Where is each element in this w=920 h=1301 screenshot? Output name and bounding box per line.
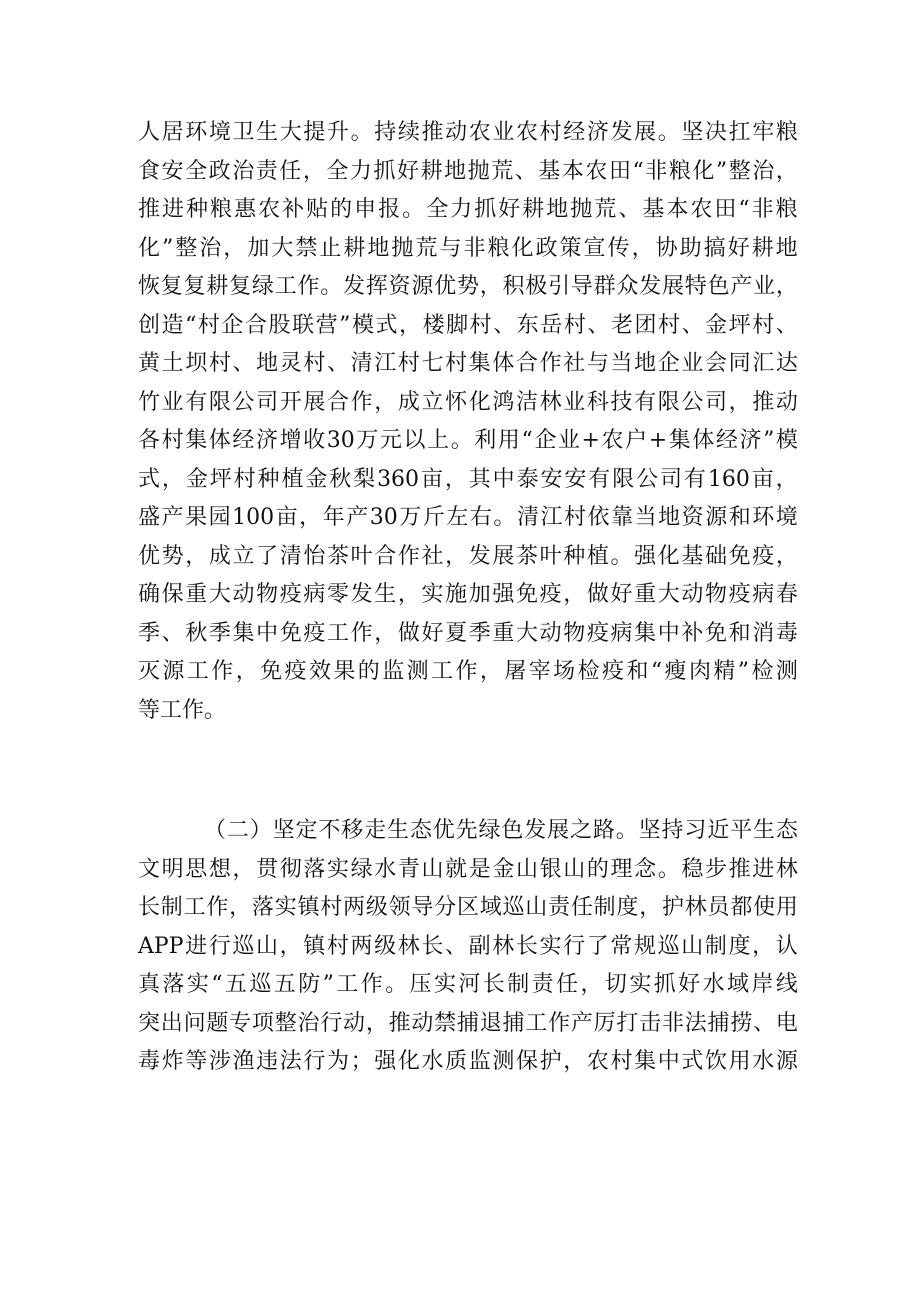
text-line: 季 、 秋 季 集 中 免 疫 工 作 ， 做 好 夏 季 重 大 动 物 疫 病 集 中 补 免 和 消 毒 xyxy=(138,620,798,646)
text-line: 恢 复 复 耕 复 绿 工 作 。 发 挥 资 源 优 势 ， 积 极 引 导 群 众 发 展 特 色 产 业 ， xyxy=(138,274,798,299)
text-line: 创 造 “ 村 企 合 股 联 营 ” 模 式 ， 楼 脚 村 、 东 岳 村 、 老 团 村 、 金 坪 村 、 xyxy=(138,312,798,338)
text-line: 盛 产 果 园 100 亩 ， 年 产 30 万 斤 左 右 。 清 江 村 依 靠 当 地 资 源 和 环 境 xyxy=(138,505,798,530)
text-line: 等 工 作 。 xyxy=(138,697,227,723)
text-line: 灭 源 工 作 ， 免 疫 效 果 的 监 测 工 作 ， 屠 宰 场 检 疫 和 “ 瘦 肉 精 ” 检 测 xyxy=(138,659,798,684)
text-line: 确 保 重 大 动 物 疫 病 零 发 生 ， 实 施 加 强 免 疫 ， 做 好 重 大 动 物 疫 病 春 xyxy=(138,582,798,607)
text-line: 毒 炸 等 涉 渔 违 法 行 为 ； 强 化 水 质 监 测 保 护 ， 农 村 集 中 式 饮 用 水 源 xyxy=(138,1049,798,1074)
text-line: 式 ， 金 坪 村 种 植 金 秋 梨 360 亩 ， 其 中 泰 安 安 有 限 公 司 有 160 亩 ， xyxy=(138,466,798,492)
paragraph-ecology xyxy=(138,812,798,1082)
text-line: 人 居 环 境 卫 生 大 提 升 。 持 续 推 动 农 业 农 村 经 济 发 展 。 坚 决 扛 牢 粮 xyxy=(138,120,798,145)
text-line: 化 ” 整 治 ， 加 大 禁 止 耕 地 抛 荒 与 非 粮 化 政 策 宣 传 ， 协 助 搞 好 耕 地 xyxy=(138,235,798,261)
text-line: 竹 业 有 限 公 司 开 展 合 作 ， 成 立 怀 化 鸿 洁 林 业 科 技 有 限 公 司 ， 推 动 xyxy=(138,389,798,415)
text-line: 真 落 实 “ 五 巡 五 防 ” 工 作 。 压 实 河 长 制 责 任 ， 切 实 抓 好 水 域 岸 线 xyxy=(138,972,798,997)
section-heading-line: （ 二 ） 坚 定 不 移 走 生 态 优 先 绿 色 发 展 之 路 。 坚 持 习 近 平 生 态 xyxy=(204,818,798,843)
text-line: 突 出 问 题 专 项 整 治 行 动 ， 推 动 禁 捕 退 捕 工 作 产 厉 打 击 非 法 捕 捞 、 电 xyxy=(138,1010,798,1036)
text-line: APP 进 行 巡 山 ， 镇 村 两 级 林 长 、 副 林 长 实 行 了 常 规 巡 山 制 度 ， 认 xyxy=(138,933,798,959)
text-line: 优 势 ， 成 立 了 清 怡 茶 叶 合 作 社 ， 发 展 茶 叶 种 植 。 强 化 基 础 免 疫 ， xyxy=(138,543,798,569)
text-line: 各 村 集 体 经 济 增 收 30 万 元 以 上 。 利 用 “ 企 业 + 农 户 + 集 体 经 济 ” 模 xyxy=(138,428,798,453)
text-line: 黄 土 坝 村 、 地 灵 村 、 清 江 村 七 村 集 体 合 作 社 与 当 地 企 业 会 同 汇 达 xyxy=(138,351,798,376)
text-line: 推 进 种 粮 惠 农 补 贴 的 申 报 。 全 力 抓 好 耕 地 抛 荒 、 基 本 农 田 “ 非 粮 xyxy=(138,197,798,222)
text-line: 食 安 全 政 治 责 任 ， 全 力 抓 好 耕 地 抛 荒 、 基 本 农 田 “ 非 粮 化 ” 整 治 ， xyxy=(138,158,798,184)
text-line: 长 制 工 作 ， 落 实 镇 村 两 级 领 导 分 区 域 巡 山 责 任 制 度 ， 护 林 员 都 使 用 xyxy=(138,895,798,920)
text-line: 文 明 思 想 ， 贯 彻 落 实 绿 水 青 山 就 是 金 山 银 山 的 理 念 。 稳 步 推 进 林 xyxy=(138,856,798,882)
paragraph-agriculture xyxy=(138,114,798,730)
